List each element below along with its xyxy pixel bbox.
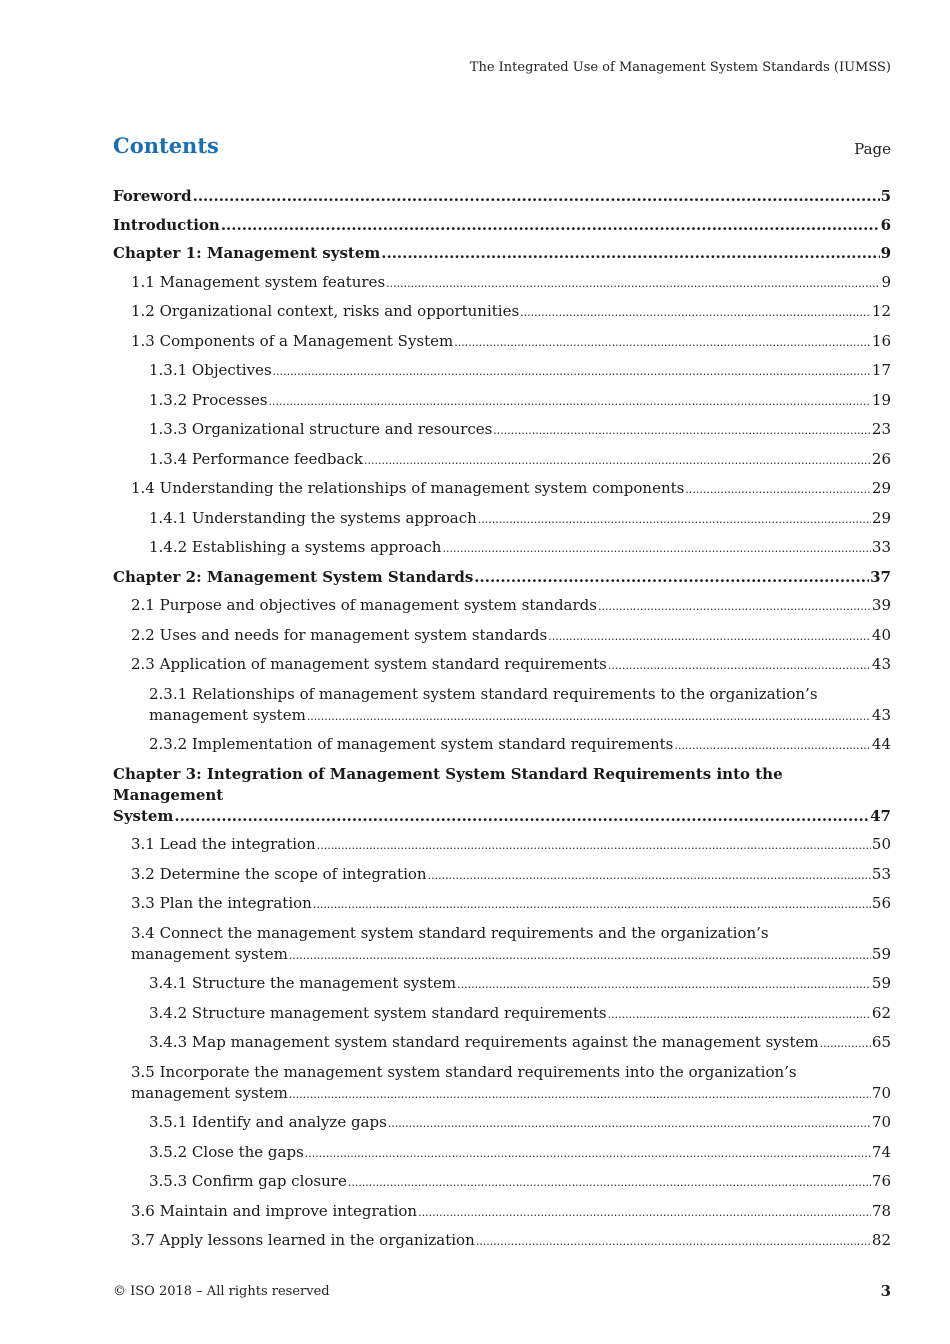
dot-leader bbox=[685, 478, 871, 500]
toc-entry-page: 82 bbox=[871, 1231, 891, 1249]
toc-entry-title: 3.1 Lead the integration bbox=[131, 835, 316, 853]
toc-entry-title-line1: 3.5 Incorporate the management system standard requirements into the organization’s bbox=[131, 1062, 797, 1081]
dot-leader bbox=[289, 944, 871, 966]
toc-entry-page: 53 bbox=[871, 864, 891, 883]
toc-entry-page: 76 bbox=[871, 1172, 891, 1190]
toc-entry-page: 26 bbox=[871, 449, 891, 468]
toc-entry[interactable] bbox=[113, 360, 891, 382]
copyright-notice: © ISO 2018 – All rights reserved bbox=[113, 1284, 330, 1299]
toc-entry-page: 39 bbox=[871, 596, 891, 614]
toc-entry-title: Chapter 2: Management System Standards bbox=[113, 567, 474, 586]
running-header: The Integrated Use of Management System Standards (IUMSS) bbox=[469, 60, 891, 75]
toc-entry-title: 3.2 Determine the scope of integration bbox=[131, 864, 427, 883]
page-number: 3 bbox=[880, 1282, 891, 1300]
toc-entry[interactable] bbox=[113, 478, 891, 500]
toc-entry[interactable] bbox=[113, 537, 891, 559]
dot-leader bbox=[418, 1201, 871, 1223]
toc-entry-page: 40 bbox=[871, 625, 891, 644]
toc-entry-title: Foreword bbox=[113, 187, 192, 205]
toc-entry-title: 3.5.2 Close the gaps bbox=[149, 1142, 304, 1161]
page-column-label: Page bbox=[854, 140, 891, 158]
toc-entry-title: 1.1 Management system features bbox=[131, 272, 386, 291]
toc-entry-page: 19 bbox=[871, 390, 891, 409]
toc-entry-page: 62 bbox=[871, 1003, 891, 1022]
dot-leader bbox=[174, 806, 869, 827]
toc-entry[interactable] bbox=[113, 764, 891, 827]
toc-entry[interactable] bbox=[113, 1032, 891, 1054]
toc-entry[interactable] bbox=[113, 973, 891, 995]
toc-entry-page: 43 bbox=[871, 705, 891, 724]
dot-leader bbox=[454, 331, 871, 353]
dot-leader bbox=[268, 390, 870, 412]
toc-entry-page: 56 bbox=[871, 894, 891, 912]
toc-entry-page: 17 bbox=[871, 361, 891, 379]
toc-entry-page: 9 bbox=[881, 272, 891, 291]
dot-leader bbox=[273, 360, 871, 382]
dot-leader bbox=[608, 654, 871, 676]
dot-leader bbox=[428, 864, 871, 886]
toc-entry-page: 37 bbox=[870, 567, 891, 586]
dot-leader bbox=[388, 1112, 871, 1134]
toc-entry-title: 3.7 Apply lessons learned in the organization bbox=[131, 1231, 475, 1249]
toc-entry[interactable] bbox=[113, 893, 891, 915]
toc-entry[interactable] bbox=[113, 625, 891, 647]
toc-entry-page: 29 bbox=[871, 479, 891, 497]
toc-entry[interactable] bbox=[113, 1201, 891, 1223]
toc-entry[interactable] bbox=[113, 331, 891, 353]
toc-entry-title: 2.2 Uses and needs for management system standards bbox=[131, 625, 548, 644]
toc-entry-page: 65 bbox=[871, 1033, 891, 1051]
toc-entry-page: 44 bbox=[871, 735, 891, 753]
dot-leader bbox=[313, 893, 871, 915]
dot-leader bbox=[493, 419, 871, 441]
toc-entry[interactable] bbox=[113, 215, 891, 236]
toc-entry-title: 3.6 Maintain and improve integration bbox=[131, 1201, 418, 1220]
toc-entry-title: 3.4.3 Map management system standard requirements against the management system bbox=[149, 1033, 819, 1051]
toc-entry-page: 70 bbox=[871, 1083, 891, 1102]
toc-entry-title: 2.3.2 Implementation of management system standard requirements bbox=[149, 735, 674, 753]
dot-leader bbox=[386, 272, 880, 294]
toc-entry-page: 59 bbox=[871, 944, 891, 963]
dot-leader bbox=[221, 215, 880, 236]
dot-leader bbox=[820, 1032, 871, 1054]
toc-entry[interactable] bbox=[113, 390, 891, 412]
toc-entry[interactable] bbox=[113, 301, 891, 323]
toc-entry[interactable] bbox=[113, 834, 891, 856]
dot-leader bbox=[598, 595, 871, 617]
toc-entry[interactable] bbox=[113, 595, 891, 617]
toc-entry-title: System bbox=[113, 806, 174, 825]
toc-entry-page: 78 bbox=[871, 1201, 891, 1220]
toc-entry[interactable] bbox=[113, 449, 891, 471]
toc-entry-title: 1.2 Organizational context, risks and opportunities bbox=[131, 302, 520, 320]
dot-leader bbox=[476, 1230, 871, 1252]
toc-entry-title: 3.4.1 Structure the management system bbox=[149, 974, 457, 992]
toc-entry-title: 1.4.2 Establishing a systems approach bbox=[149, 538, 442, 556]
toc-entry-title: 3.5.1 Identify and analyze gaps bbox=[149, 1113, 387, 1131]
toc-entry[interactable] bbox=[113, 419, 891, 441]
toc-entry-title: 3.3 Plan the integration bbox=[131, 894, 312, 912]
toc-entry-page: 74 bbox=[871, 1142, 891, 1161]
dot-leader bbox=[474, 567, 869, 588]
table-of-contents bbox=[113, 186, 891, 1260]
toc-entry-page: 47 bbox=[870, 806, 891, 825]
toc-entry-title: 1.3.2 Processes bbox=[149, 390, 268, 409]
dot-leader bbox=[548, 625, 871, 647]
toc-entry-title: 1.4 Understanding the relationships of management system components bbox=[131, 479, 685, 497]
toc-entry-title: 1.3.4 Performance feedback bbox=[149, 449, 363, 468]
toc-entry-title: 1.3.1 Objectives bbox=[149, 361, 272, 379]
toc-entry-title: 1.3 Components of a Management System bbox=[131, 331, 454, 350]
toc-entry-page: 23 bbox=[871, 420, 891, 438]
dot-leader bbox=[381, 243, 879, 264]
toc-entry[interactable] bbox=[113, 864, 891, 886]
dot-leader bbox=[442, 537, 870, 559]
contents-heading: Contents bbox=[113, 133, 219, 158]
toc-entry-title: 1.4.1 Understanding the systems approach bbox=[149, 508, 477, 527]
toc-entry[interactable] bbox=[113, 508, 891, 530]
dot-leader bbox=[608, 1003, 871, 1025]
toc-entry-page: 59 bbox=[871, 974, 891, 992]
toc-entry-page: 16 bbox=[871, 331, 891, 350]
toc-entry-page: 70 bbox=[871, 1113, 891, 1131]
toc-entry[interactable] bbox=[113, 186, 891, 207]
toc-entry[interactable] bbox=[113, 1171, 891, 1193]
toc-entry-title: 3.4.2 Structure management system standard requirements bbox=[149, 1003, 607, 1022]
dot-leader bbox=[520, 301, 871, 323]
toc-entry-title: management system bbox=[131, 1083, 288, 1102]
toc-entry-page: 5 bbox=[880, 187, 891, 205]
dot-leader bbox=[307, 705, 871, 727]
toc-entry[interactable] bbox=[113, 1112, 891, 1134]
dot-leader bbox=[457, 973, 871, 995]
toc-entry-page: 6 bbox=[880, 215, 891, 234]
toc-entry[interactable] bbox=[113, 243, 891, 264]
toc-entry[interactable] bbox=[113, 734, 891, 756]
dot-leader bbox=[674, 734, 871, 756]
toc-entry-title: management system bbox=[131, 944, 288, 963]
toc-entry-title-line1: 3.4 Connect the management system standard requirements and the organization’s bbox=[131, 923, 769, 942]
toc-entry[interactable] bbox=[113, 272, 891, 294]
toc-entry-page: 43 bbox=[871, 655, 891, 673]
toc-entry-title: Introduction bbox=[113, 215, 220, 234]
toc-entry-title: 2.3 Application of management system standard requirements bbox=[131, 655, 607, 673]
toc-entry[interactable] bbox=[113, 1142, 891, 1164]
toc-entry-title: 2.1 Purpose and objectives of management system standards bbox=[131, 596, 597, 614]
dot-leader bbox=[348, 1171, 871, 1193]
toc-entry[interactable] bbox=[113, 923, 891, 966]
toc-entry-title-line1: 2.3.1 Relationships of management system standard requirements to the organization’s bbox=[149, 684, 818, 703]
dot-leader bbox=[305, 1142, 871, 1164]
toc-entry[interactable] bbox=[113, 1003, 891, 1025]
dot-leader bbox=[289, 1083, 871, 1105]
toc-entry[interactable] bbox=[113, 684, 891, 727]
toc-entry-page: 50 bbox=[871, 835, 891, 853]
toc-entry[interactable] bbox=[113, 654, 891, 676]
dot-leader bbox=[478, 508, 871, 530]
toc-entry[interactable] bbox=[113, 1062, 891, 1105]
toc-entry-page: 12 bbox=[871, 302, 891, 320]
toc-entry-title: Chapter 1: Management system bbox=[113, 244, 381, 262]
toc-entry-page: 29 bbox=[871, 508, 891, 527]
toc-entry-title: 3.5.3 Confirm gap closure bbox=[149, 1172, 347, 1190]
toc-entry-title: management system bbox=[149, 705, 306, 724]
toc-entry-page: 9 bbox=[880, 244, 891, 262]
toc-entry-title-line1: Chapter 3: Integration of Management System Standard Requirements into the Management bbox=[113, 764, 783, 804]
toc-entry[interactable] bbox=[113, 1230, 891, 1252]
toc-entry-page: 33 bbox=[871, 538, 891, 556]
dot-leader bbox=[193, 186, 880, 207]
dot-leader bbox=[364, 449, 871, 471]
dot-leader bbox=[317, 834, 871, 856]
toc-entry-title: 1.3.3 Organizational structure and resources bbox=[149, 420, 493, 438]
toc-entry[interactable] bbox=[113, 567, 891, 588]
